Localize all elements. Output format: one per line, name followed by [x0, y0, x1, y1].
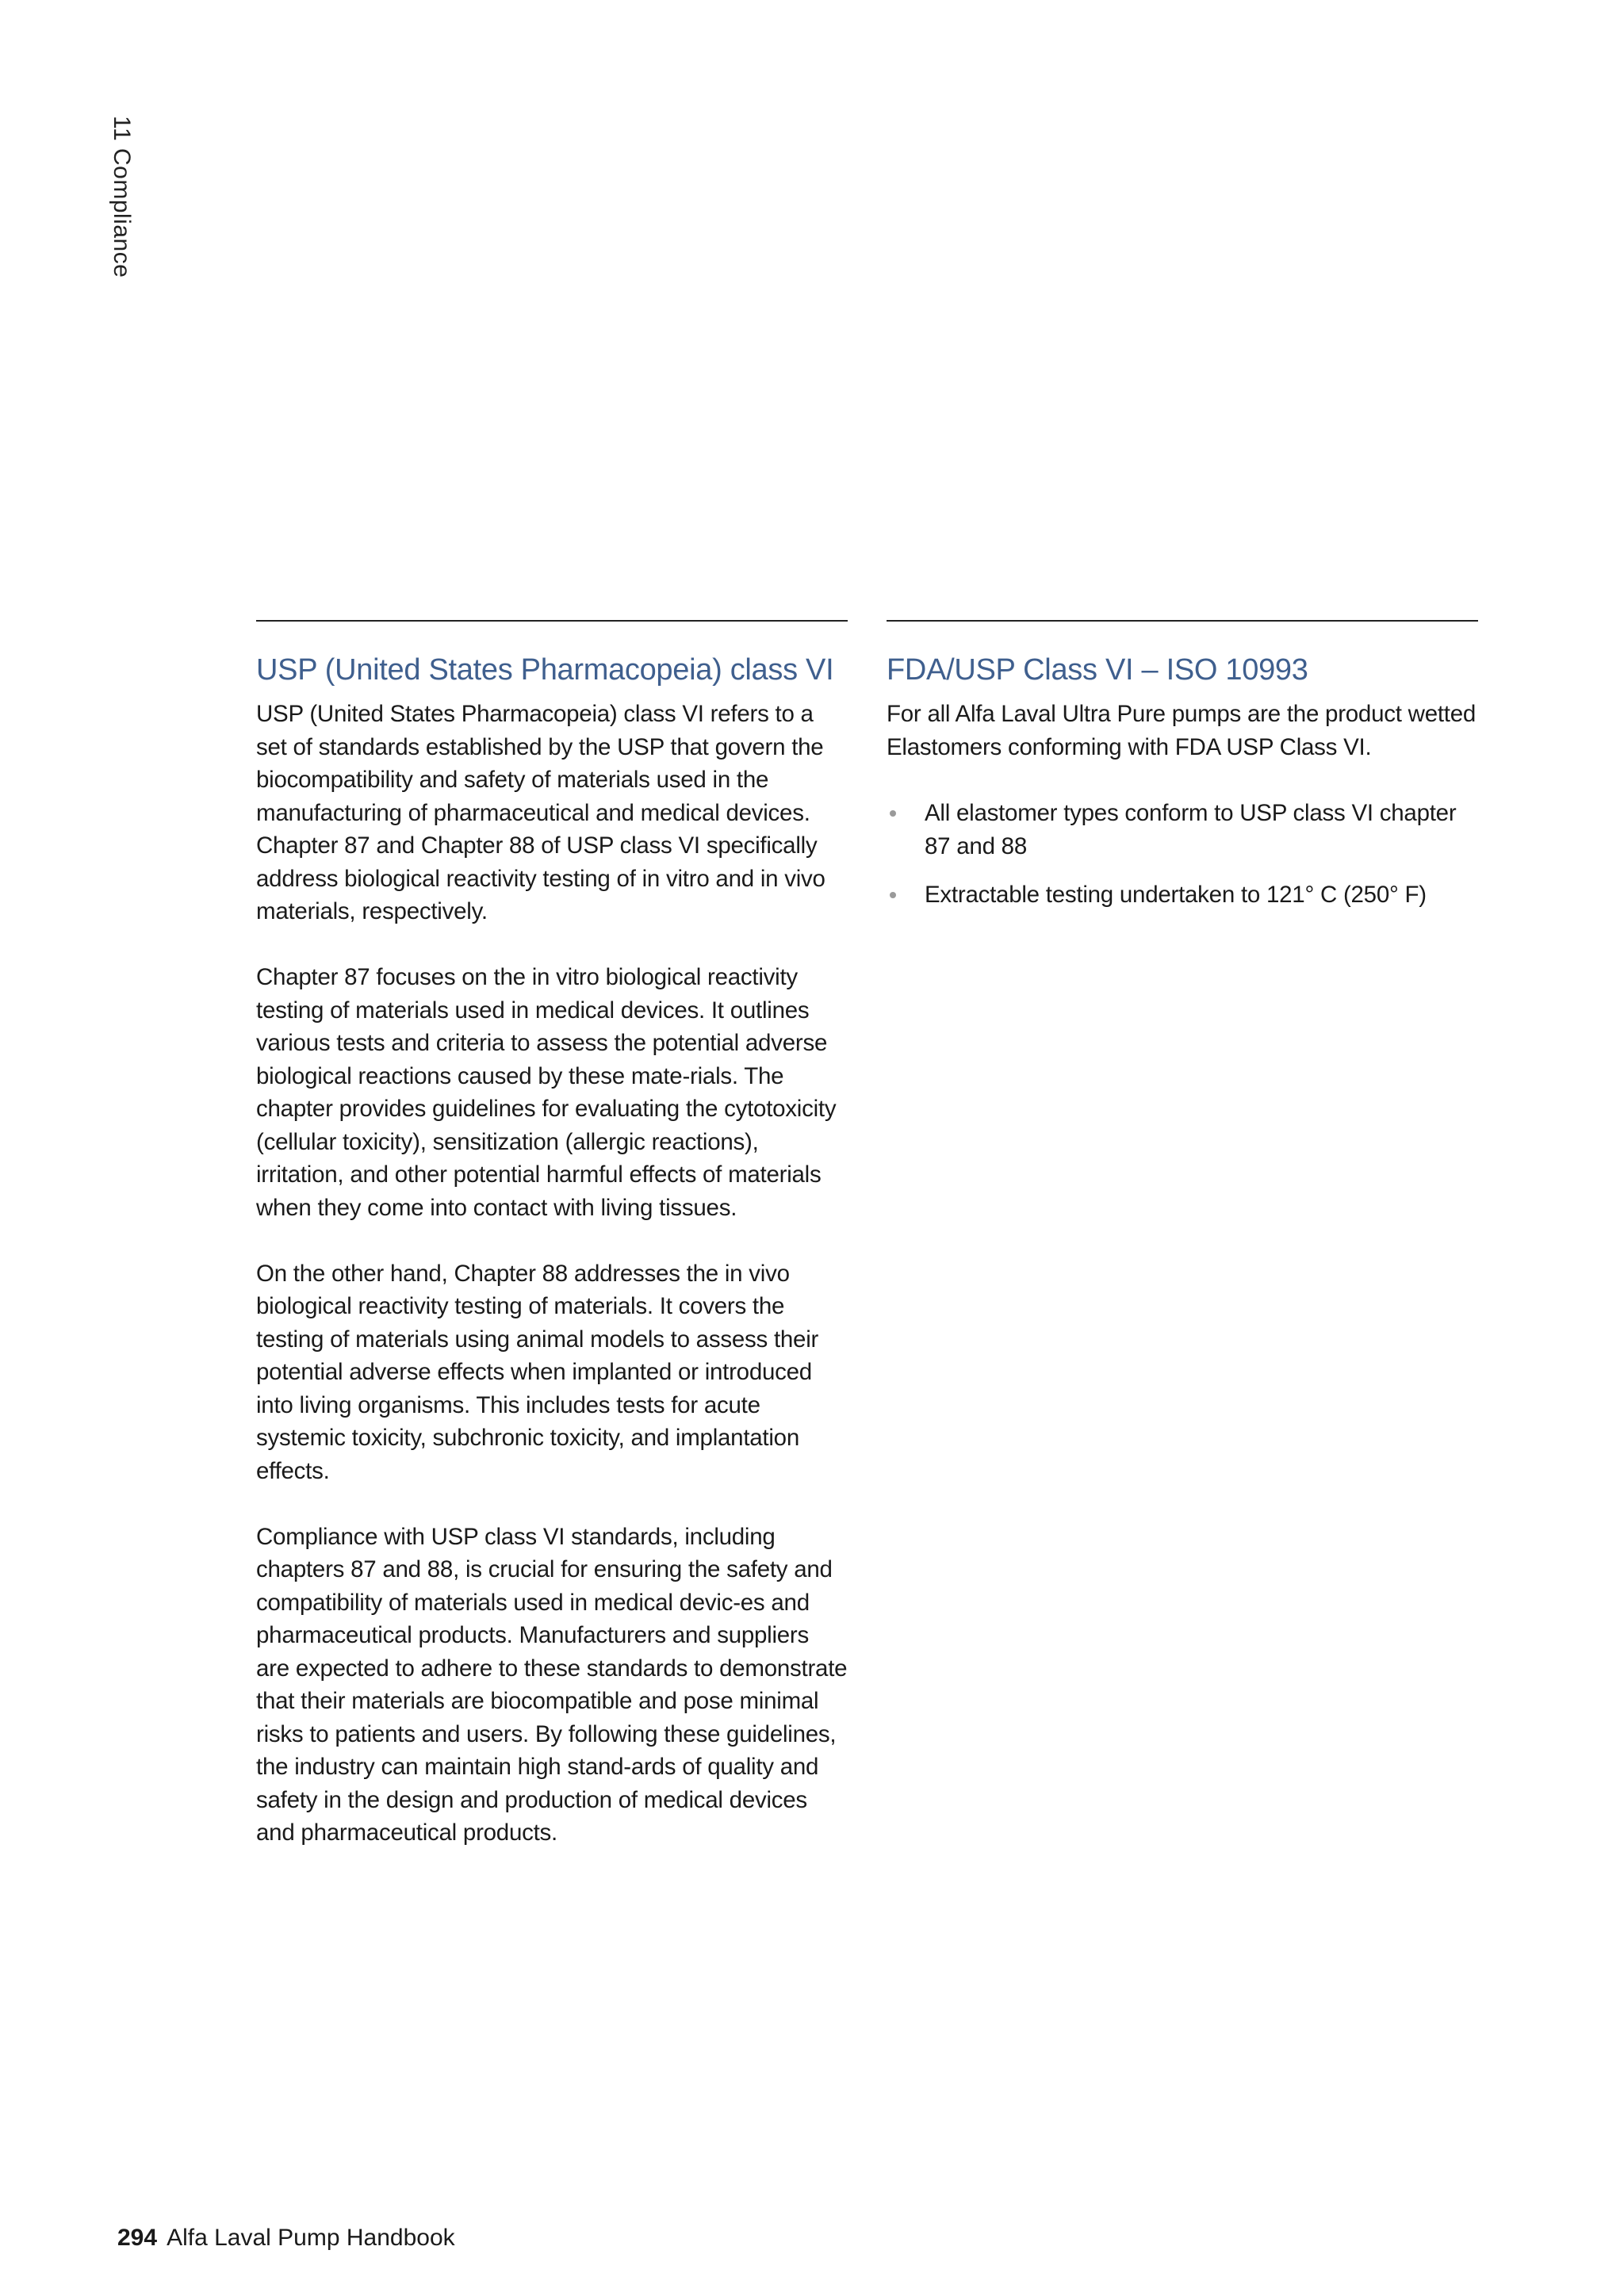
list-item [887, 878, 1478, 912]
list-item-text: All elastomer types conform to USP class VI chapter 87 and 88 [925, 800, 1457, 859]
paragraph: USP (United States Pharmacopeia) class VI refers to a set of standards established by the USP that govern the biocompatibility and safety of materials used in the manufacturing of pharmaceutical and medical devices. Chapter 87 and Chapter 88 of USP class VI specifically address biological reactivity testing of in vitro and in vivo materials, respectively. [256, 701, 825, 924]
list-item-text: Extractable testing undertaken to 121° C (250° F) [925, 882, 1427, 908]
intro-paragraph: For all Alfa Laval Ultra Pure pumps are the product wetted Elastomers conforming with FDA USP Class VI. [887, 701, 1477, 760]
paragraph: On the other hand, Chapter 88 addresses the in vivo biological reactivity testing of materials. It covers the testing of materials using animal models to assess their potential adverse effects when implanted or introduced into living organisms. This includes tests for acute systemic toxicity, subchronic toxicity, and implantation effects. [256, 1260, 819, 1484]
paragraph: Chapter 87 focuses on the in vitro biological reactivity testing of materials used in medical devices. It outlines various tests and criteria to assess the potential adverse biological reactions caused by these mate-rials. The chapter provides guidelines for evaluating the cytotoxicity (cellular toxicity), sensitization (allergic reactions), irritation, and other potential harmful effects of materials when they come into contact with living tissues. [256, 964, 837, 1221]
bullet-dot-icon [890, 892, 896, 898]
right-column-rule [887, 620, 1478, 622]
bullet-list [887, 797, 1478, 912]
left-column [256, 620, 848, 1850]
paragraph: Compliance with USP class VI standards, including chapters 87 and 88, is crucial for ensuring the safety and compatibility of materials used in medical devic-es and pharmaceutical products. Manufacturers and suppliers are expected to adhere to these standards to demonstrate that their materials are biocompatible and pose minimal risks to patients and users. By following these guidelines, the industry can maintain high stand-ards of quality and safety in the design and production of medical devices and pharmaceutical products. [256, 1523, 848, 1846]
page-footer [117, 2225, 455, 2252]
footer-title: Alfa Laval Pump Handbook [167, 2225, 455, 2251]
page-number: 294 [117, 2225, 158, 2251]
left-column-rule [256, 620, 848, 622]
left-column-heading: USP (United States Pharmacopeia) class VI [256, 653, 834, 687]
right-column-heading: FDA/USP Class VI – ISO 10993 [887, 653, 1308, 687]
right-column [887, 620, 1478, 928]
bullet-dot-icon [890, 810, 896, 817]
section-tab-label: 11 Compliance [109, 116, 135, 278]
list-item [887, 797, 1478, 863]
